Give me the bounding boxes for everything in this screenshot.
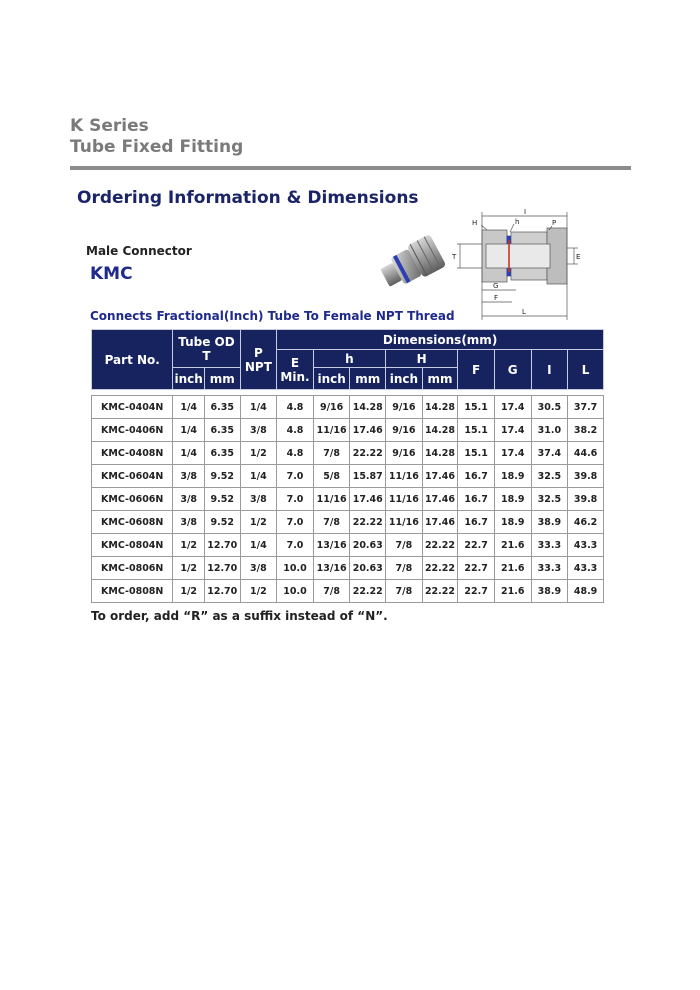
table-cell: 11/16 — [386, 488, 423, 511]
table-cell: 22.22 — [422, 534, 458, 557]
table-cell: 14.28 — [422, 419, 458, 442]
table-cell: 7.0 — [277, 511, 314, 534]
table-cell: 1/2 — [240, 442, 277, 465]
table-cell: 22.22 — [422, 557, 458, 580]
ordering-note: To order, add “R” as a suffix instead of “N”. — [91, 609, 388, 623]
part-number-cell: KMC-0804N — [92, 534, 173, 557]
table-cell: 31.0 — [531, 419, 568, 442]
table-row — [92, 465, 604, 488]
table-cell: 18.9 — [494, 465, 531, 488]
table-cell: 7/8 — [313, 511, 350, 534]
header-part-no: Part No. — [92, 330, 173, 390]
table-cell: 3/8 — [173, 511, 205, 534]
table-cell: 3/8 — [240, 557, 277, 580]
table-cell: 18.9 — [494, 511, 531, 534]
table-cell: 37.7 — [568, 396, 604, 419]
table-cell: 4.8 — [277, 396, 314, 419]
table-cell: 9.52 — [204, 488, 240, 511]
table-row — [92, 511, 604, 534]
table-cell: 22.22 — [350, 511, 386, 534]
dimension-drawing — [452, 206, 602, 330]
table-cell: 17.46 — [422, 488, 458, 511]
table-cell: 22.7 — [458, 557, 495, 580]
table-cell: 22.22 — [350, 442, 386, 465]
product-line-name: Tube Fixed Fitting — [70, 137, 244, 157]
label-L: L — [522, 308, 526, 316]
table-cell: 7/8 — [313, 442, 350, 465]
table-cell: 15.1 — [458, 419, 495, 442]
table-cell: 1/4 — [173, 396, 205, 419]
table-cell: 1/2 — [240, 511, 277, 534]
table-cell: 7/8 — [313, 580, 350, 603]
table-cell: 11/16 — [313, 488, 350, 511]
label-P: P — [552, 219, 557, 227]
table-cell: 39.8 — [568, 488, 604, 511]
part-number-cell: KMC-0608N — [92, 511, 173, 534]
label-h: h — [515, 218, 520, 226]
table-cell: 1/4 — [240, 534, 277, 557]
header-H-inch: inch — [386, 368, 423, 390]
table-row — [92, 396, 604, 419]
table-cell: 21.6 — [494, 580, 531, 603]
header-l: L — [568, 350, 604, 390]
table-cell: 30.5 — [531, 396, 568, 419]
table-cell: 10.0 — [277, 557, 314, 580]
table-cell: 7/8 — [386, 557, 423, 580]
table-cell: 9.52 — [204, 511, 240, 534]
table-cell: 6.35 — [204, 419, 240, 442]
table-cell: 15.87 — [350, 465, 386, 488]
table-cell: 22.7 — [458, 534, 495, 557]
table-cell: 17.4 — [494, 419, 531, 442]
table-cell: 1/4 — [240, 465, 277, 488]
label-F: F — [494, 294, 499, 302]
table-cell: 4.8 — [277, 419, 314, 442]
table-cell: 15.1 — [458, 442, 495, 465]
table-cell: 22.22 — [422, 580, 458, 603]
table-cell: 14.28 — [422, 396, 458, 419]
table-cell: 12.70 — [204, 534, 240, 557]
dimensions-table — [91, 329, 604, 603]
product-type: Male Connector — [86, 244, 192, 258]
table-cell: 7/8 — [386, 534, 423, 557]
table-row — [92, 557, 604, 580]
header-i: I — [531, 350, 568, 390]
table-cell: 7.0 — [277, 534, 314, 557]
section-title: Ordering Information & Dimensions — [77, 188, 419, 208]
table-cell: 16.7 — [458, 465, 495, 488]
header-divider — [70, 166, 631, 170]
table-cell: 38.9 — [531, 580, 568, 603]
table-cell: 33.3 — [531, 534, 568, 557]
table-row — [92, 534, 604, 557]
table-cell: 15.1 — [458, 396, 495, 419]
table-cell: 17.46 — [422, 465, 458, 488]
label-H: H — [472, 219, 478, 227]
table-cell: 9/16 — [386, 419, 423, 442]
table-cell: 13/16 — [313, 534, 350, 557]
table-cell: 13/16 — [313, 557, 350, 580]
table-cell: 1/2 — [173, 557, 205, 580]
header-dimensions: Dimensions(mm) — [277, 330, 604, 350]
table-cell: 17.4 — [494, 442, 531, 465]
header-g: G — [494, 350, 531, 390]
table-cell: 12.70 — [204, 580, 240, 603]
header-h-mm: mm — [350, 368, 386, 390]
table-cell: 21.6 — [494, 534, 531, 557]
table-cell: 17.4 — [494, 396, 531, 419]
table-cell: 1/4 — [240, 396, 277, 419]
table-cell: 17.46 — [350, 419, 386, 442]
table-cell: 12.70 — [204, 557, 240, 580]
table-cell: 22.22 — [350, 580, 386, 603]
table-cell: 37.4 — [531, 442, 568, 465]
part-number-cell: KMC-0606N — [92, 488, 173, 511]
header-f: F — [458, 350, 495, 390]
part-number-cell: KMC-0806N — [92, 557, 173, 580]
table-row — [92, 580, 604, 603]
table-cell: 11/16 — [386, 465, 423, 488]
label-T: T — [452, 253, 457, 261]
label-i: I — [524, 208, 527, 216]
table-cell: 4.8 — [277, 442, 314, 465]
table-cell: 9/16 — [313, 396, 350, 419]
series-title — [70, 116, 243, 158]
table-cell: 43.3 — [568, 557, 604, 580]
table-cell: 1/2 — [173, 580, 205, 603]
part-number-cell: KMC-0808N — [92, 580, 173, 603]
header-p-npt: P NPT — [240, 330, 277, 390]
table-row — [92, 488, 604, 511]
header-tube-inch: inch — [173, 368, 205, 390]
table-cell: 6.35 — [204, 442, 240, 465]
table-cell: 16.7 — [458, 511, 495, 534]
table-cell: 1/4 — [173, 419, 205, 442]
table-cell: 32.5 — [531, 465, 568, 488]
table-cell: 1/2 — [173, 534, 205, 557]
table-cell: 14.28 — [350, 396, 386, 419]
product-description: Connects Fractional(Inch) Tube To Female NPT Thread — [90, 309, 455, 323]
table-cell: 3/8 — [240, 488, 277, 511]
table-row — [92, 419, 604, 442]
series-name: K Series — [70, 116, 149, 136]
table-cell: 1/2 — [240, 580, 277, 603]
header-h-inch: inch — [313, 368, 350, 390]
part-number-cell: KMC-0404N — [92, 396, 173, 419]
table-cell: 18.9 — [494, 488, 531, 511]
table-row — [92, 442, 604, 465]
table-cell: 9/16 — [386, 396, 423, 419]
table-cell: 44.6 — [568, 442, 604, 465]
header-h-large: H — [386, 350, 458, 368]
table-cell: 20.63 — [350, 534, 386, 557]
table-cell: 33.3 — [531, 557, 568, 580]
table-cell: 14.28 — [422, 442, 458, 465]
table-cell: 7.0 — [277, 488, 314, 511]
table-cell: 17.46 — [422, 511, 458, 534]
table-cell: 38.2 — [568, 419, 604, 442]
part-number-cell: KMC-0406N — [92, 419, 173, 442]
label-E: E — [576, 253, 581, 261]
header-h-small: h — [313, 350, 385, 368]
table-cell: 9/16 — [386, 442, 423, 465]
header-H-mm: mm — [422, 368, 458, 390]
table-cell: 22.7 — [458, 580, 495, 603]
table-cell: 43.3 — [568, 534, 604, 557]
table-cell: 32.5 — [531, 488, 568, 511]
table-cell: 11/16 — [386, 511, 423, 534]
table-cell: 9.52 — [204, 465, 240, 488]
table-cell: 7.0 — [277, 465, 314, 488]
table-cell: 1/4 — [173, 442, 205, 465]
table-cell: 5/8 — [313, 465, 350, 488]
table-cell: 3/8 — [173, 465, 205, 488]
header-tube-od: Tube OD T — [173, 330, 240, 368]
product-code: KMC — [90, 264, 133, 284]
table-cell: 3/8 — [240, 419, 277, 442]
table-cell: 10.0 — [277, 580, 314, 603]
part-number-cell: KMC-0604N — [92, 465, 173, 488]
header-e-min: E Min. — [277, 350, 314, 390]
header-tube-mm: mm — [204, 368, 240, 390]
table-cell: 48.9 — [568, 580, 604, 603]
label-G: G — [493, 282, 499, 290]
table-cell: 3/8 — [173, 488, 205, 511]
table-cell: 16.7 — [458, 488, 495, 511]
table-cell: 46.2 — [568, 511, 604, 534]
table-cell: 11/16 — [313, 419, 350, 442]
part-number-cell: KMC-0408N — [92, 442, 173, 465]
fitting-photo — [375, 232, 447, 294]
table-cell: 20.63 — [350, 557, 386, 580]
table-cell: 7/8 — [386, 580, 423, 603]
table-cell: 39.8 — [568, 465, 604, 488]
table-cell: 21.6 — [494, 557, 531, 580]
table-cell: 6.35 — [204, 396, 240, 419]
table-cell: 17.46 — [350, 488, 386, 511]
table-cell: 38.9 — [531, 511, 568, 534]
